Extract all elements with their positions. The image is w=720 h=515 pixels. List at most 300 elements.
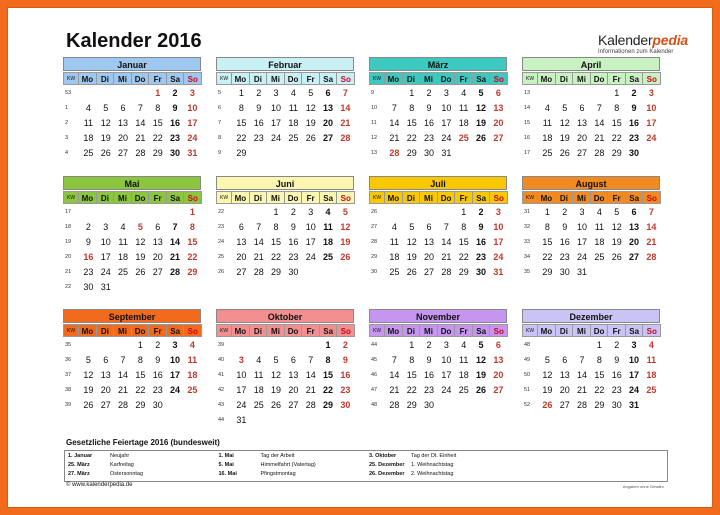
day-cell: 14 <box>253 236 264 247</box>
weekday-label: Do <box>590 324 609 337</box>
week-row <box>63 145 201 160</box>
week-number: 48 <box>371 401 378 408</box>
weekday-header <box>522 191 660 204</box>
day-cell: 12 <box>340 221 351 232</box>
day-cell: 20 <box>152 251 163 262</box>
day-cell: 23 <box>340 384 351 395</box>
day-cell: 15 <box>152 117 163 128</box>
day-cell: 27 <box>424 266 435 277</box>
day-cell: 25 <box>458 132 469 143</box>
week-row <box>216 352 354 367</box>
weekday-label: Di <box>96 72 115 85</box>
weekday-label: Sa <box>472 324 491 337</box>
day-cell: 21 <box>118 384 129 395</box>
day-cell: 27 <box>100 399 111 410</box>
week-row <box>216 234 354 249</box>
week-row <box>216 115 354 130</box>
day-cell: 29 <box>611 147 622 158</box>
day-cell: 6 <box>238 221 244 232</box>
week-row <box>522 264 660 279</box>
day-cell: 14 <box>646 221 657 232</box>
week-row <box>216 130 354 145</box>
day-cell: 2 <box>172 87 178 98</box>
week-number: 39 <box>65 401 72 408</box>
week-row <box>63 204 201 219</box>
day-cell: 12 <box>135 236 146 247</box>
day-cell: 8 <box>409 102 415 113</box>
weekday-label: So <box>336 72 355 85</box>
day-cell: 9 <box>614 354 620 365</box>
day-cell: 10 <box>577 221 588 232</box>
day-cell: 4 <box>325 206 331 217</box>
day-cell: 25 <box>458 384 469 395</box>
day-cell: 2 <box>631 87 637 98</box>
weekday-label: KW <box>216 72 232 85</box>
week-number: 4 <box>65 149 69 156</box>
week-number: 35 <box>524 268 531 275</box>
week-number: 22 <box>218 208 225 215</box>
week-number: 34 <box>524 253 531 260</box>
day-cell: 15 <box>594 369 605 380</box>
day-cell: 9 <box>85 236 91 247</box>
day-cell: 15 <box>323 369 334 380</box>
weekday-label: Fr <box>454 324 473 337</box>
day-cell: 3 <box>631 339 637 350</box>
day-cell: 17 <box>493 236 504 247</box>
week-row <box>63 115 201 130</box>
week-row <box>216 412 354 427</box>
day-cell: 5 <box>478 87 484 98</box>
week-row <box>63 279 201 294</box>
week-row <box>369 115 507 130</box>
day-cell: 11 <box>323 221 333 232</box>
weekday-label: So <box>489 191 508 204</box>
day-cell: 6 <box>579 102 585 113</box>
day-cell: 12 <box>559 117 570 128</box>
day-cell: 12 <box>542 369 553 380</box>
day-cell: 17 <box>441 117 452 128</box>
day-cell: 21 <box>441 251 452 262</box>
day-cell: 7 <box>256 221 262 232</box>
day-cell: 19 <box>406 251 417 262</box>
day-cell: 9 <box>290 221 296 232</box>
day-cell: 19 <box>559 132 570 143</box>
holiday-item <box>219 452 364 461</box>
week-number: 24 <box>218 238 225 245</box>
week-row <box>63 382 201 397</box>
weekday-label: So <box>642 191 661 204</box>
month-september <box>63 309 201 412</box>
day-cell: 23 <box>288 251 299 262</box>
week-row <box>522 145 660 160</box>
weekday-label: Mo <box>384 72 403 85</box>
day-cell: 22 <box>594 384 605 395</box>
week-number: 7 <box>218 119 222 126</box>
day-cell: 19 <box>476 117 487 128</box>
weekday-label: Sa <box>319 191 338 204</box>
footer-disclaimer: Angaben ohne Gewähr <box>622 484 664 489</box>
day-cell: 24 <box>187 132 198 143</box>
day-cell: 4 <box>596 206 602 217</box>
day-cell: 28 <box>441 266 452 277</box>
day-cell: 28 <box>594 147 605 158</box>
weekday-label: Di <box>249 324 268 337</box>
day-cell: 1 <box>461 206 467 217</box>
day-cell: 19 <box>100 132 111 143</box>
week-number: 19 <box>65 238 72 245</box>
day-cell: 25 <box>83 147 94 158</box>
day-cell: 14 <box>118 369 129 380</box>
week-row <box>522 219 660 234</box>
day-cell: 19 <box>611 236 622 247</box>
day-cell: 10 <box>493 221 504 232</box>
day-cell: 7 <box>172 221 178 232</box>
day-cell: 26 <box>100 147 111 158</box>
weekday-label: KW <box>63 191 79 204</box>
holiday-column <box>216 451 367 481</box>
day-cell: 29 <box>152 147 163 158</box>
day-cell: 20 <box>236 251 247 262</box>
day-cell: 4 <box>461 339 467 350</box>
day-cell: 31 <box>577 266 588 277</box>
day-cell: 1 <box>137 339 143 350</box>
week-row <box>63 100 201 115</box>
day-cell: 5 <box>478 339 484 350</box>
day-cell: 2 <box>478 206 484 217</box>
day-cell: 18 <box>83 132 94 143</box>
week-number: 25 <box>218 253 225 260</box>
week-number: 45 <box>371 356 378 363</box>
calendar-page <box>7 7 713 508</box>
day-cell: 14 <box>389 117 400 128</box>
weekday-label: So <box>489 72 508 85</box>
day-cell: 14 <box>577 369 588 380</box>
month-august <box>522 176 660 279</box>
day-cell: 12 <box>271 369 282 380</box>
day-cell: 8 <box>325 354 331 365</box>
day-cell: 10 <box>441 354 452 365</box>
weekday-label: So <box>336 191 355 204</box>
day-cell: 20 <box>118 132 129 143</box>
day-cell: 29 <box>594 399 605 410</box>
week-row <box>522 397 660 412</box>
day-cell: 19 <box>83 384 94 395</box>
weekday-label: Fr <box>301 72 320 85</box>
day-cell: 19 <box>476 369 487 380</box>
weekday-label: KW <box>216 324 232 337</box>
footer-copyright: © www.kalenderpedia.de <box>66 482 133 488</box>
month-name: August <box>522 176 660 190</box>
weekday-label: Do <box>590 191 609 204</box>
weekday-label: Mi <box>266 324 285 337</box>
week-number: 18 <box>65 223 72 230</box>
day-cell: 31 <box>187 147 198 158</box>
day-cell: 11 <box>459 354 469 365</box>
day-cell: 8 <box>461 221 467 232</box>
weekday-label: Sa <box>319 324 338 337</box>
day-cell: 7 <box>596 102 602 113</box>
day-cell: 7 <box>579 354 585 365</box>
week-number: 5 <box>218 89 222 96</box>
day-cell: 18 <box>288 117 299 128</box>
day-cell: 3 <box>189 87 195 98</box>
week-number: 52 <box>524 401 531 408</box>
day-cell: 16 <box>170 117 181 128</box>
day-cell: 27 <box>118 147 129 158</box>
day-cell: 14 <box>170 236 181 247</box>
day-cell: 12 <box>611 221 622 232</box>
day-cell: 6 <box>103 354 109 365</box>
day-cell: 4 <box>189 339 195 350</box>
holiday-item <box>219 470 364 479</box>
day-cell: 19 <box>271 384 282 395</box>
weekday-label: Mi <box>113 191 132 204</box>
weekday-label: So <box>183 72 202 85</box>
day-cell: 24 <box>493 251 504 262</box>
week-row <box>63 367 201 382</box>
day-cell: 21 <box>253 251 264 262</box>
day-cell: 18 <box>594 236 605 247</box>
day-cell: 7 <box>391 354 397 365</box>
week-number: 14 <box>524 104 531 111</box>
weekday-label: Do <box>131 324 150 337</box>
week-number: 13 <box>524 89 531 96</box>
day-cell: 14 <box>305 369 316 380</box>
day-cell: 25 <box>118 266 129 277</box>
day-cell: 16 <box>559 236 570 247</box>
week-number: 48 <box>524 341 531 348</box>
page-title: Kalender 2016 <box>66 30 202 52</box>
day-cell: 15 <box>542 236 553 247</box>
brand-subtitle: Informationen zum Kalender <box>597 49 674 55</box>
holiday-column <box>65 451 216 481</box>
day-cell: 2 <box>614 339 620 350</box>
day-cell: 14 <box>389 369 400 380</box>
month-märz <box>369 57 507 160</box>
weekday-label: Di <box>402 191 421 204</box>
day-cell: 15 <box>458 236 469 247</box>
day-cell: 6 <box>495 87 501 98</box>
weekday-label: Mo <box>231 191 250 204</box>
day-cell: 6 <box>290 354 296 365</box>
day-cell: 31 <box>100 281 111 292</box>
day-cell: 2 <box>426 87 432 98</box>
day-cell: 14 <box>340 102 351 113</box>
day-cell: 5 <box>562 102 568 113</box>
day-cell: 13 <box>100 369 111 380</box>
day-cell: 5 <box>103 102 109 113</box>
day-cell: 7 <box>342 87 348 98</box>
day-cell: 28 <box>389 399 400 410</box>
day-cell: 18 <box>253 384 264 395</box>
day-cell: 29 <box>406 147 417 158</box>
weekday-label: Di <box>555 324 574 337</box>
day-cell: 1 <box>614 87 620 98</box>
weekday-label: Di <box>555 191 574 204</box>
week-row <box>369 204 507 219</box>
weekday-label: Fr <box>607 72 626 85</box>
holiday-item <box>369 461 514 470</box>
day-cell: 21 <box>305 384 316 395</box>
day-cell: 24 <box>629 384 640 395</box>
day-cell: 13 <box>424 236 435 247</box>
day-cell: 9 <box>426 102 432 113</box>
day-cell: 24 <box>271 132 282 143</box>
day-cell: 26 <box>271 399 282 410</box>
day-cell: 27 <box>577 147 588 158</box>
weekday-label: Fr <box>607 324 626 337</box>
day-cell: 12 <box>406 236 417 247</box>
day-cell: 2 <box>155 339 161 350</box>
month-name: Dezember <box>522 309 660 323</box>
week-number: 36 <box>65 356 72 363</box>
day-cell: 10 <box>170 354 181 365</box>
day-cell: 26 <box>611 251 622 262</box>
day-cell: 29 <box>271 266 282 277</box>
day-cell: 17 <box>236 384 247 395</box>
week-number: 30 <box>371 268 378 275</box>
month-name: Juni <box>216 176 354 190</box>
week-number: 46 <box>371 371 378 378</box>
weekday-header <box>369 72 507 85</box>
day-cell: 22 <box>458 251 469 262</box>
day-cell: 19 <box>305 117 316 128</box>
day-cell: 5 <box>137 221 143 232</box>
day-cell: 25 <box>646 384 657 395</box>
day-cell: 24 <box>577 251 588 262</box>
weekday-label: Mi <box>266 191 285 204</box>
day-cell: 4 <box>85 102 91 113</box>
weekday-label: Sa <box>472 191 491 204</box>
day-cell: 10 <box>441 102 452 113</box>
week-row <box>216 264 354 279</box>
day-cell: 15 <box>406 369 417 380</box>
day-cell: 15 <box>271 236 282 247</box>
week-row <box>369 382 507 397</box>
month-name: April <box>522 57 660 71</box>
day-cell: 17 <box>170 369 181 380</box>
day-cell: 23 <box>629 132 640 143</box>
week-number: 12 <box>371 134 378 141</box>
holiday-item <box>369 452 514 461</box>
day-cell: 23 <box>476 251 487 262</box>
day-cell: 31 <box>236 414 247 425</box>
weekday-header <box>216 191 354 204</box>
day-cell: 9 <box>631 102 637 113</box>
week-number: 44 <box>218 416 225 423</box>
holiday-name: Ostersonntag <box>110 471 144 477</box>
holiday-column <box>366 451 517 481</box>
week-number: 47 <box>371 386 378 393</box>
month-name: Mai <box>63 176 201 190</box>
week-row <box>63 234 201 249</box>
day-cell: 5 <box>342 206 348 217</box>
day-cell: 9 <box>172 102 178 113</box>
day-cell: 31 <box>441 147 452 158</box>
day-cell: 31 <box>493 266 504 277</box>
weekday-header <box>522 324 660 337</box>
day-cell: 25 <box>542 147 553 158</box>
day-cell: 17 <box>187 117 198 128</box>
day-cell: 20 <box>559 384 570 395</box>
month-februar <box>216 57 354 160</box>
day-cell: 16 <box>288 236 299 247</box>
week-number: 43 <box>218 401 225 408</box>
day-cell: 12 <box>476 354 487 365</box>
day-cell: 11 <box>83 117 94 128</box>
day-cell: 28 <box>170 266 181 277</box>
weekday-label: Sa <box>625 72 644 85</box>
week-number: 22 <box>65 283 72 290</box>
day-cell: 6 <box>562 354 568 365</box>
weekday-header <box>369 191 507 204</box>
day-cell: 8 <box>614 102 620 113</box>
day-cell: 20 <box>493 369 504 380</box>
day-cell: 11 <box>288 102 299 113</box>
weekday-label: Fr <box>148 72 167 85</box>
holiday-name: 1. Weihnachtstag <box>411 462 454 468</box>
day-cell: 17 <box>100 251 111 262</box>
week-row <box>369 337 507 352</box>
day-cell: 30 <box>611 399 622 410</box>
day-cell: 16 <box>83 251 94 262</box>
week-row <box>522 234 660 249</box>
day-cell: 29 <box>542 266 553 277</box>
day-cell: 1 <box>596 339 602 350</box>
weekday-label: Sa <box>166 191 185 204</box>
day-cell: 7 <box>137 102 143 113</box>
holiday-item <box>369 470 514 479</box>
holiday-name: Himmelfahrt (Vatertag) <box>260 462 316 468</box>
holiday-date: 16. Mai <box>218 471 237 477</box>
holiday-item <box>68 470 213 479</box>
weekday-label: Fr <box>148 324 167 337</box>
week-row <box>216 145 354 160</box>
weekday-label: Mo <box>78 324 97 337</box>
day-cell: 1 <box>325 339 331 350</box>
day-cell: 16 <box>476 236 487 247</box>
week-number: 15 <box>524 119 531 126</box>
day-cell: 29 <box>323 399 334 410</box>
week-number: 23 <box>218 223 225 230</box>
day-cell: 26 <box>340 251 351 262</box>
day-cell: 23 <box>424 132 435 143</box>
weekday-label: Mo <box>537 72 556 85</box>
day-cell: 4 <box>290 87 296 98</box>
week-row <box>522 249 660 264</box>
week-number: 8 <box>218 134 222 141</box>
day-cell: 3 <box>308 206 314 217</box>
day-cell: 24 <box>100 266 111 277</box>
weekday-label: Mi <box>419 191 438 204</box>
holiday-name: 2. Weihnachtstag <box>411 471 454 477</box>
weekday-label: Di <box>402 72 421 85</box>
week-row <box>369 234 507 249</box>
week-row <box>63 337 201 352</box>
weekday-label: Mi <box>113 324 132 337</box>
day-cell: 2 <box>290 206 296 217</box>
weekday-header <box>63 72 201 85</box>
day-cell: 9 <box>256 102 262 113</box>
day-cell: 8 <box>189 221 195 232</box>
month-november <box>369 309 507 412</box>
day-cell: 8 <box>544 221 550 232</box>
weekday-label: Sa <box>625 324 644 337</box>
week-number: 2 <box>65 119 69 126</box>
day-cell: 13 <box>152 236 163 247</box>
week-row <box>369 249 507 264</box>
day-cell: 4 <box>461 87 467 98</box>
